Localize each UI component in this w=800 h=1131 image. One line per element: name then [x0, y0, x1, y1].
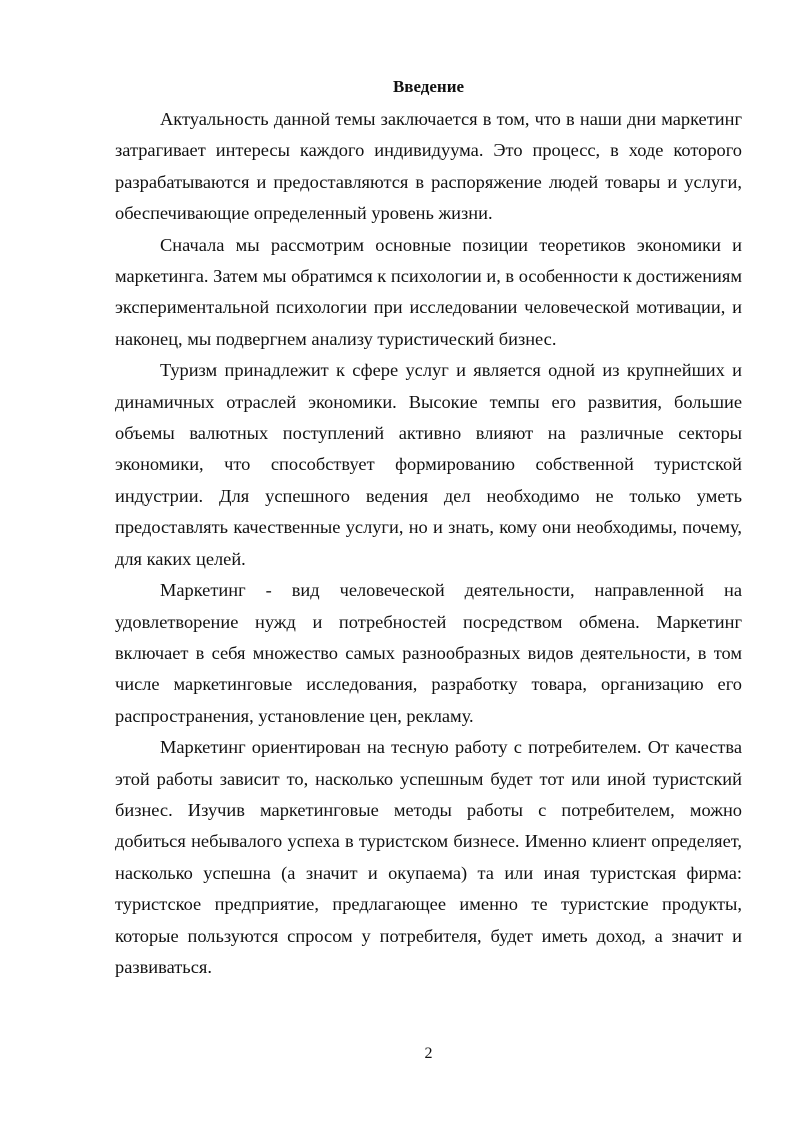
- paragraph-marketing-definition: Маркетинг - вид человеческой деятельности, направленной на удовлетворение нужд и потребностей посредством обмена. Маркетинг включает в себя множество самых разнообразных видов деятельности, в том числе маркетинговые исследования, разработку товара, организацию его распространения, установление цен, рекламу.: [115, 580, 742, 726]
- paragraph-tourism: Туризм принадлежит к сфере услуг и является одной из крупнейших и динамичных отраслей экономики. Высокие темпы его развития, большие объемы валютных поступлений активно влияют на различные секторы экономики, что способствует формированию собственной туристской индустрии. Для успешного ведения дел необходимо не только уметь предоставлять качественные услуги, но и знать, кому они необходимы, почему, для каких целей.: [115, 360, 742, 569]
- paragraph-approach: Сначала мы рассмотрим основные позиции теоретиков экономики и маркетинга. Затем мы обратимся к психологии и, в особенности к достижениям экспериментальной психологии при исследовании человеческой мотивации, и наконец, мы подвергнем анализу туристический бизнес.: [115, 234, 742, 349]
- paragraph-consumer-focus: Маркетинг ориентирован на тесную работу с потребителем. От качества этой работы зависит то, насколько успешным будет тот или иной туристский бизнес. Изучив маркетинговые методы работы с потребителем, можно добиться небывалого успеха в туристском бизнесе. Именно клиент определяет, насколько успешна (а значит и окупаема) та или иная туристская фирма: туристское предприятие, предлагающее именно те туристские продукты, которые пользуются спросом у потребителя, будет иметь доход, а значит и развиваться.: [115, 737, 742, 977]
- section-heading: Введение: [392, 77, 465, 96]
- page-number: 2: [424, 1045, 433, 1062]
- page-content: [115, 72, 742, 983]
- paragraph-relevance: Актуальность данной темы заключается в том, что в наши дни маркетинг затрагивает интересы каждого индивидуума. Это процесс, в ходе которого разрабатываются и предоставляются в распоряжение людей товары и услуги, обеспечивающие определенный уровень жизни.: [115, 109, 742, 224]
